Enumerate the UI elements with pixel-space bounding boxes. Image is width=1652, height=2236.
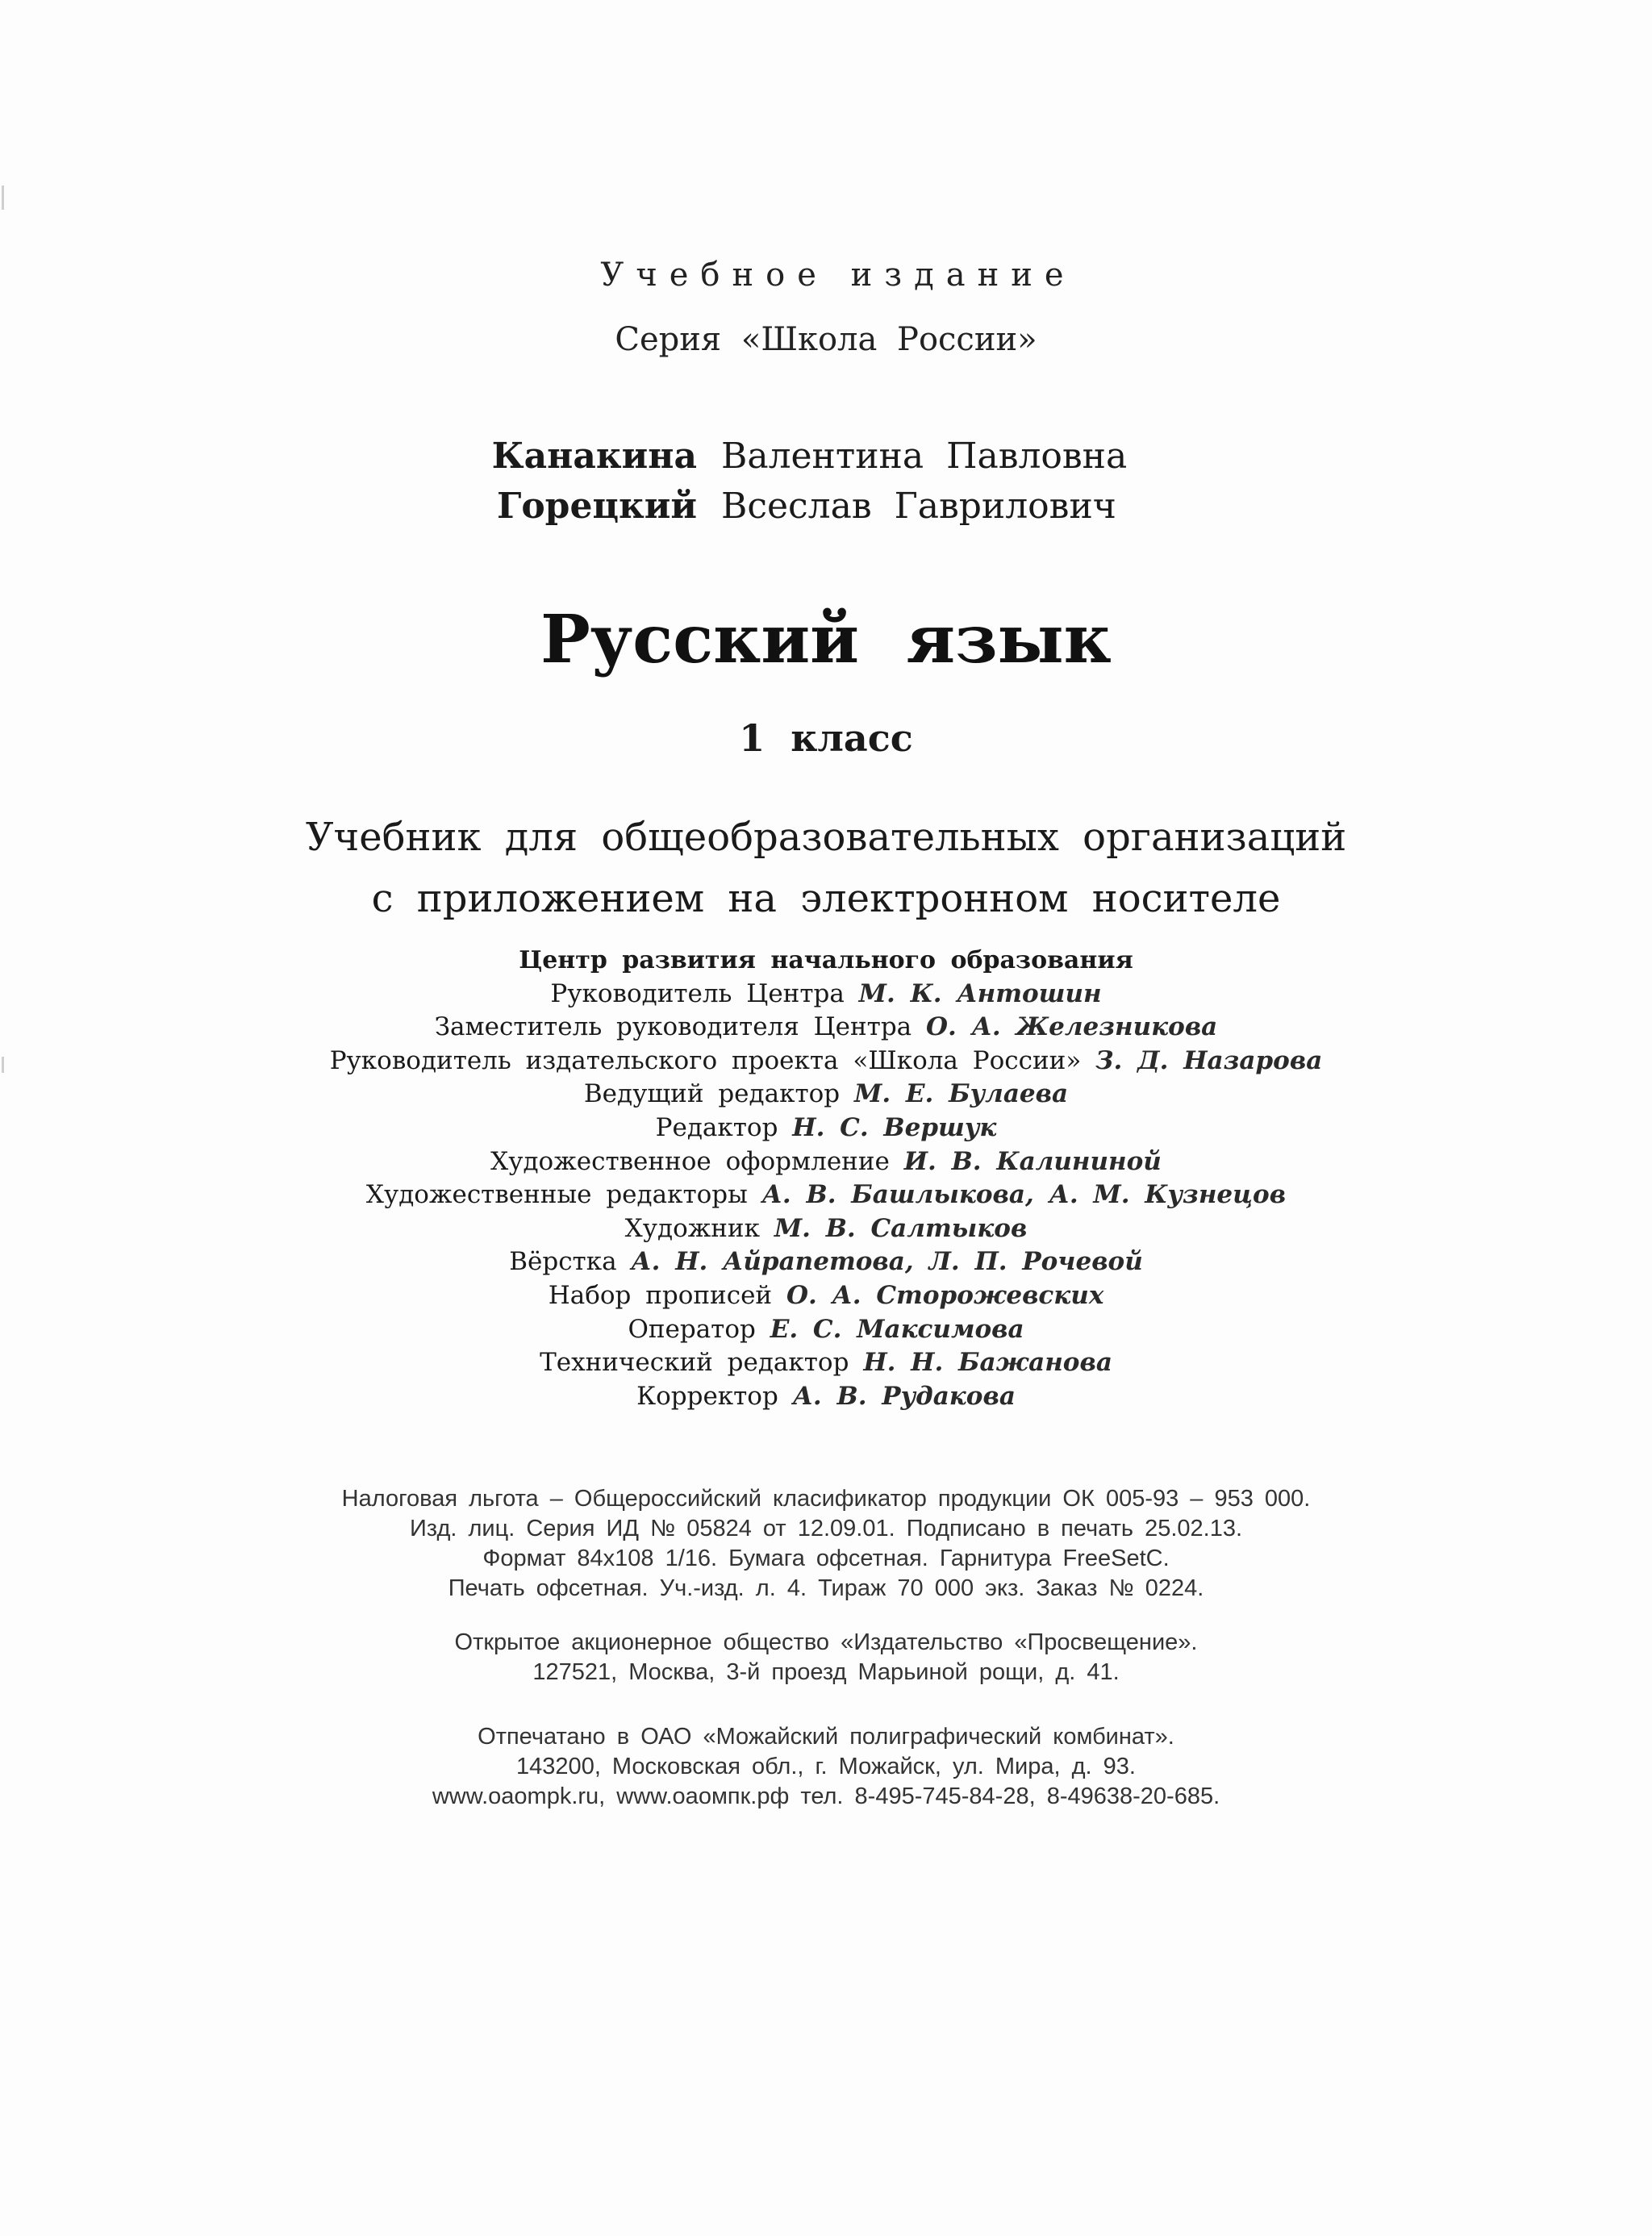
publisher-address: 127521, Москва, 3-й проезд Марьиной рощи, д. 41. <box>532 1659 1120 1685</box>
author-first-names: Валентина Павловна <box>721 436 1128 477</box>
subtitle-line: Учебник для общеобразовательных организаций <box>305 815 1347 860</box>
credit-name: А. В. Башлыкова, А. М. Кузнецов <box>761 1180 1287 1210</box>
credit-role: Набор прописей <box>548 1280 773 1310</box>
imprint-print-line: Печать офсетная. Уч.-изд. л. 4. Тираж 70 000 экз. Заказ № 0224. <box>448 1575 1204 1601</box>
credit-role: Руководитель Центра <box>550 978 845 1008</box>
credit-name: О. А. Железникова <box>926 1012 1218 1042</box>
imprint-license-line: Изд. лиц. Серия ИД № 05824 от 12.09.01. Подписано в печать 25.02.13. <box>409 1516 1243 1541</box>
book-subtitle <box>0 807 1652 929</box>
credits-block <box>0 944 1652 1413</box>
credits-heading: Центр развития начального образования <box>519 946 1133 974</box>
publisher-block <box>0 1628 1652 1687</box>
credit-role: Редактор <box>655 1112 778 1142</box>
credit-name: М. Е. Булаева <box>854 1079 1069 1109</box>
credit-role: Руководитель издательского проекта «Школа России» <box>329 1045 1082 1075</box>
credit-line <box>0 1045 1652 1078</box>
author-row <box>0 432 1652 482</box>
imprint-block <box>0 1484 1652 1604</box>
author-last-name: Канакина <box>491 436 697 477</box>
credit-line <box>0 1145 1652 1179</box>
credit-name: Е. С. Максимова <box>770 1314 1024 1344</box>
credit-role: Художник <box>624 1213 760 1243</box>
credit-role: Оператор <box>628 1314 756 1344</box>
series-title: Серия «Школа России» <box>615 321 1037 358</box>
credit-name: М. К. Антошин <box>858 978 1102 1008</box>
credit-role: Корректор <box>636 1381 778 1411</box>
scan-edge-mark <box>2 186 4 210</box>
credit-name: З. Д. Назарова <box>1095 1045 1323 1075</box>
credit-line <box>0 1078 1652 1112</box>
credit-name: А. Н. Айрапетова, Л. П. Рочевой <box>631 1247 1143 1277</box>
credit-name: М. В. Салтыков <box>774 1213 1028 1243</box>
printer-address: 143200, Московская обл., г. Можайск, ул. Мира, д. 93. <box>516 1754 1136 1779</box>
author-first-names: Всеслав Гаврилович <box>721 486 1116 527</box>
credit-role: Ведущий редактор <box>583 1079 841 1109</box>
printer-block <box>0 1722 1652 1812</box>
credit-line <box>0 1212 1652 1246</box>
credit-line <box>0 978 1652 1012</box>
printer-contacts: www.oaompk.ru, www.оаомпк.рф тел. 8-495-745-84-28, 8-49638-20-685. <box>432 1783 1220 1809</box>
grade-label: 1 класс <box>739 716 913 760</box>
credit-name: Н. С. Вершук <box>792 1112 997 1142</box>
credit-line <box>0 1279 1652 1313</box>
credit-role: Художественное оформление <box>490 1146 890 1176</box>
credit-name: О. А. Сторожевских <box>786 1280 1104 1310</box>
credit-line <box>0 1380 1652 1414</box>
credit-role: Вёрстка <box>509 1247 617 1277</box>
printer-name: Отпечатано в ОАО «Можайский полиграфический комбинат». <box>478 1724 1174 1750</box>
imprint-format-line: Формат 84х108 1/16. Бумага офсетная. Гарнитура FreeSetC. <box>482 1546 1170 1571</box>
credit-line <box>0 1011 1652 1045</box>
credit-line <box>0 1245 1652 1279</box>
credit-name: И. В. Калининой <box>903 1146 1162 1176</box>
publisher-name: Открытое акционерное общество «Издательство «Просвещение». <box>454 1629 1198 1655</box>
book-title: Русский язык <box>540 601 1112 678</box>
credit-role: Художественные редакторы <box>365 1180 748 1210</box>
credit-line <box>0 1313 1652 1347</box>
author-row <box>0 482 1652 532</box>
credit-line <box>0 1346 1652 1380</box>
imprint-tax-line: Налоговая льгота – Общероссийский класификатор продукции ОК 005-93 – 953 000. <box>341 1486 1311 1512</box>
authors <box>0 432 1652 532</box>
subtitle-line: с приложением на электронном носителе <box>371 876 1281 921</box>
credit-role: Заместитель руководителя Центра <box>434 1012 912 1042</box>
credit-name: А. В. Рудакова <box>792 1381 1016 1411</box>
edition-type: Учебное издание <box>600 257 1076 294</box>
credit-line <box>0 1112 1652 1145</box>
author-last-name: Горецкий <box>496 486 697 527</box>
credit-name: Н. Н. Бажанова <box>863 1348 1112 1378</box>
credit-line <box>0 1178 1652 1212</box>
credit-role: Технический редактор <box>540 1348 849 1378</box>
